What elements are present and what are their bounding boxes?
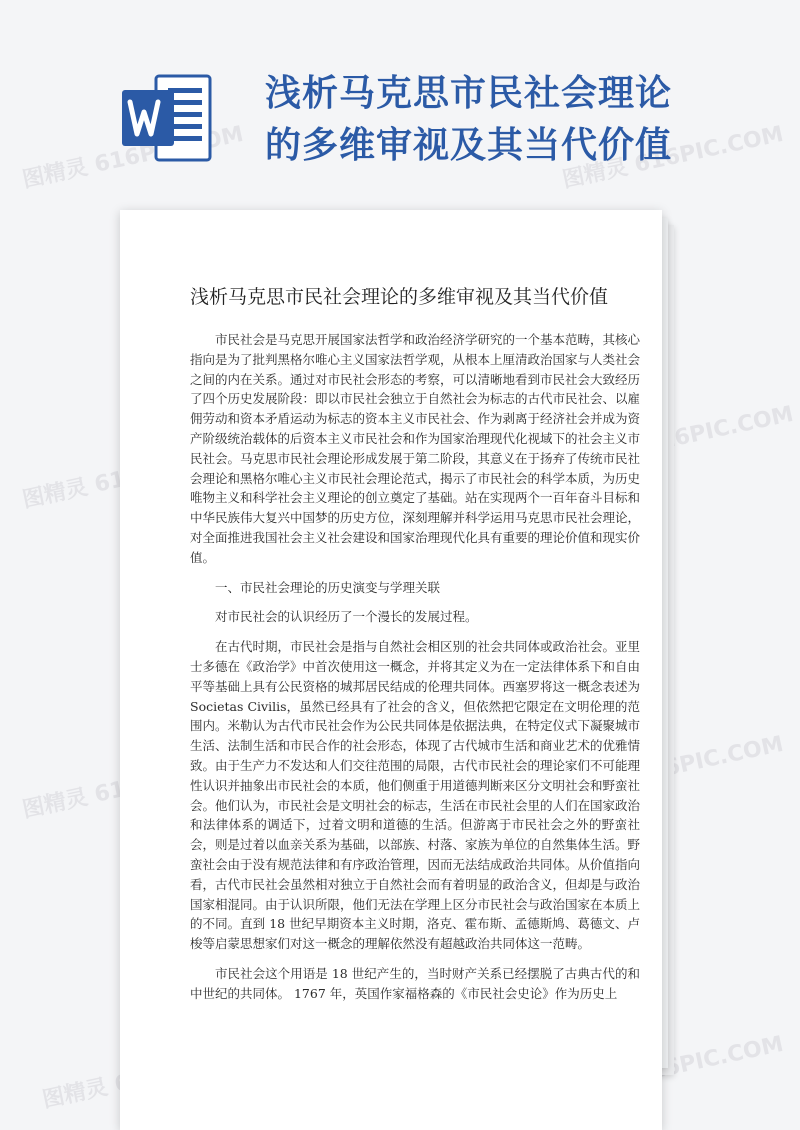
- watermark: 616PIC.COM: [632, 731, 786, 788]
- document-body: [190, 330, 640, 1014]
- watermark: 图精灵 616PIC.COM: [20, 121, 246, 194]
- paragraph: 市民社会这个用语是 18 世纪产生的，当时财产关系已经摆脱了古典古代的和中世纪的共同体。 1767 年，英国作家福格森的《市民社会史论》作为历史上: [190, 965, 640, 1001]
- watermark: 图精灵: [20, 474, 91, 514]
- watermark: 图精灵 616PIC.COM: [560, 121, 786, 194]
- section-heading: 一、市民社会理论的历史演变与学理关联: [215, 579, 441, 595]
- paragraph: 市民社会是马克思开展国家法哲学和政治经济学研究的一个基本范畴，其核心指向是为了批判黑格尔唯心主义国家法哲学观，从根本上厘清政治国家与人类社会之间的内在关系。通过对市民社会形态的考察，可以清晰地看到市民社会大致经历了四个历史发展阶段：即以市民社会独立于自然社会为标志的古代市民社会、以雇佣劳动和资本矛盾运动为标志的资本主义市民社会、作为剥离于经济社会并成为资产阶级统治载体的后资本主义市民社会和作为国家治理现代化视域下的社会主义市民社会。马克思市民社会理论形成发展于第二阶段，其意义在于扬弃了传统市民社会理论和黑格尔唯心主义市民社会理论范式，揭示了市民社会的科学本质，为历史唯物主义和科学社会主义理论的创立奠定了基础。站在实现两个一百年奋斗目标和中华民族伟大复兴中国梦的历史方位，深刻理解并科学运用马克思市民社会理论，对全面推进我国社会主义社会建设和国家治理现代化具有重要的理论价值和现实价值。: [190, 332, 641, 565]
- page-title: 浅析马克思市民社会理论的多维审视及其当代价值: [190, 286, 609, 308]
- watermark: 图精灵 616PIC.COM: [570, 401, 796, 474]
- watermark: 616PIC.COM: [632, 1031, 786, 1088]
- paragraph: 对市民社会的认识经历了一个漫长的发展过程。: [215, 609, 478, 625]
- paragraph: 在古代时期，市民社会是指与自然社会相区别的社会共同体或政治社会。亚里士多德在《政治学》中首次使用这一概念，并将其定义为在一定法律体系下和自由平等基础上具有公民资格的城邦居民结成的伦理共同体。西塞罗将这一概念表述为 Societas Civilis，虽然已经具有了社会的含义，但依然把它限定在文明伦理的范围内。米勒认为古代市民社会作为公民共同体是依据法典，在特定仪式下凝聚城市生活、法制生活和市民合作的社会形态，体现了古代城市生活和商业艺术的优雅情致。由于生产力不发达和人们交往范围的局限，古代市民社会的理论家们不可能理性认识并抽象出市民社会的本质，他们侧重于用道德判断来区分文明社会和野蛮社会。他们认为，市民社会是文明社会的标志，生活在市民社会里的人们在国家政治和法律体系的调适下，过着文明和道德的生活。但游离于市民社会之外的野蛮社会，则是过着以血亲关系为基础，以部族、村落、家族为单位的自然集体生活。野蛮社会由于没有规范法律和有序政治管理，因而无法结成政治共同体。从价值指向看，古代市民社会虽然相对独立于自然社会而有着明显的政治含义，但却是与政治国家相混同。由于认识所限，他们无法在学理上区分市民社会与政治国家在本质上的不同。直到 18 世纪早期资本主义时期，洛克、霍布斯、孟德斯鸠、葛德文、卢梭等启蒙思想家们对这一概念的理解依然没有超越政治共同体这一范畴。: [190, 639, 641, 952]
- word-doc-icon: [118, 70, 214, 166]
- watermark: 图精灵: [40, 1074, 111, 1114]
- header-title: 浅析马克思市民社会理论的多维审视及其当代价值: [265, 73, 673, 166]
- header: [0, 0, 800, 200]
- watermark: 图精灵: [20, 784, 91, 824]
- document-page: [120, 210, 662, 1130]
